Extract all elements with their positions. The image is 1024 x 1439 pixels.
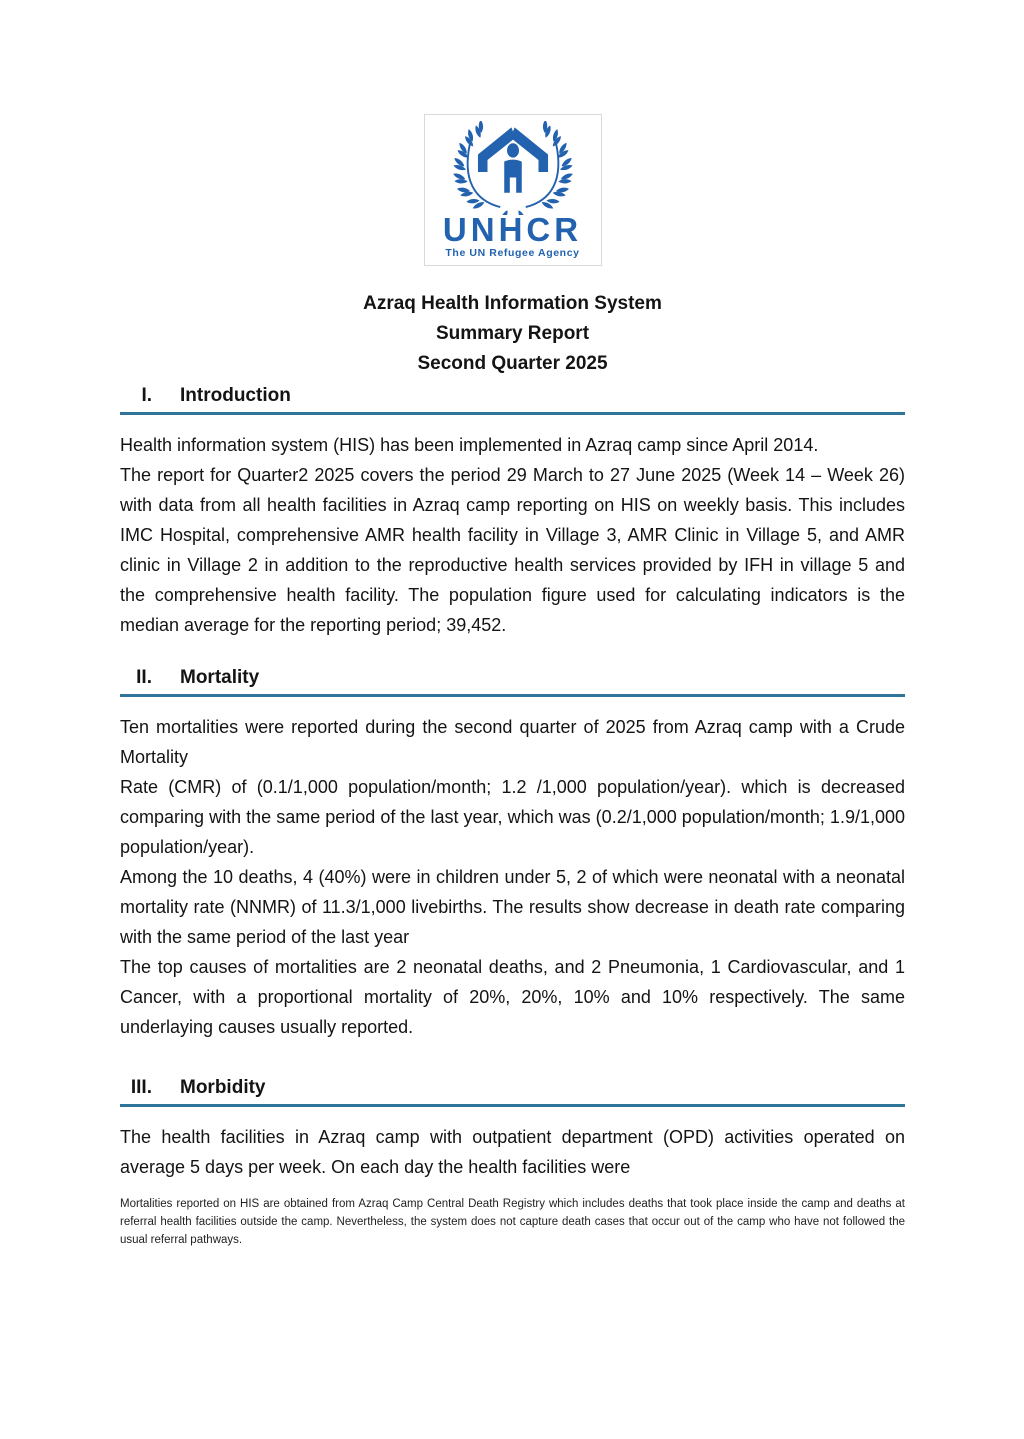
section-label: Mortality — [180, 667, 260, 688]
paragraph: Ten mortalities were reported during the second quarter of 2025 from Azraq camp with a Crude Mortality — [120, 717, 905, 767]
paragraph: The top causes of mortalities are 2 neonatal deaths, and 2 Pneumonia, 1 Cardiovascular, and 1 Cancer, with a proportional mortality of 20%, 20%, 10% and 10% respectively. The same underlaying causes usually reported. — [120, 957, 905, 1037]
section-body-introduction — [120, 430, 905, 640]
section-numeral: I. — [141, 385, 152, 406]
section-numeral: II. — [136, 667, 152, 688]
section-label: Introduction — [180, 385, 291, 406]
paragraph: Among the 10 deaths, 4 (40%) were in children under 5, 2 of which were neonatal with a neonatal mortality rate (NNMR) of 11.3/1,000 livebirths. The results show decrease in death rate comparing with the same period of the last year — [120, 867, 905, 947]
section-body-morbidity — [120, 1122, 905, 1182]
section-heading-introduction — [120, 384, 905, 415]
document-page — [0, 114, 1024, 1249]
paragraph: Rate (CMR) of (0.1/1,000 population/month; 1.2 /1,000 population/year). which is decreased comparing with the same period of the last year, which was (0.2/1,000 population/month; 1.9/1,000 population/year). — [120, 777, 905, 857]
footnote: Mortalities reported on HIS are obtained from Azraq Camp Central Death Registry which includes deaths that took place inside the camp and deaths at referral health facilities outside the camp. Nevertheless, the system does not capture death cases that occur out of the camp who have not followed the usual referral pathways. — [120, 1198, 905, 1246]
section-heading-mortality — [120, 666, 905, 697]
section-label: Morbidity — [180, 1077, 266, 1098]
title-line-2: Summary Report — [435, 323, 590, 344]
paragraph: The health facilities in Azraq camp with outpatient department (OPD) activities operated on average 5 days per week. On each day the health facilities were — [120, 1127, 905, 1177]
section-heading-morbidity — [120, 1076, 905, 1107]
section-body-mortality — [120, 712, 905, 1042]
unhcr-wordmark: UNHCR — [442, 211, 583, 248]
document-title — [120, 289, 905, 379]
unhcr-logo — [424, 114, 602, 266]
paragraph: Health information system (HIS) has been implemented in Azraq camp since April 2014. — [120, 435, 819, 455]
paragraph: The report for Quarter2 2025 covers the period 29 March to 27 June 2025 (Week 14 – Week 26) with data from all health facilities in Azraq camp reporting on HIS on weekly basis. This includes IMC Hospital, comprehensive AMR health facility in Village 3, AMR Clinic in Village 5, and AMR clinic in Village 2 in addition to the reproductive health services provided by IFH in village 5 and the comprehensive health facility. The population figure used for calculating indicators is the median average for the reporting period; 39,452. — [120, 465, 905, 635]
unhcr-tagline: The UN Refugee Agency — [445, 247, 580, 259]
section-numeral: III. — [130, 1077, 152, 1098]
title-line-3: Second Quarter 2025 — [417, 353, 608, 374]
unhcr-emblem-icon — [433, 121, 593, 215]
title-line-1: Azraq Health Information System — [363, 293, 662, 314]
